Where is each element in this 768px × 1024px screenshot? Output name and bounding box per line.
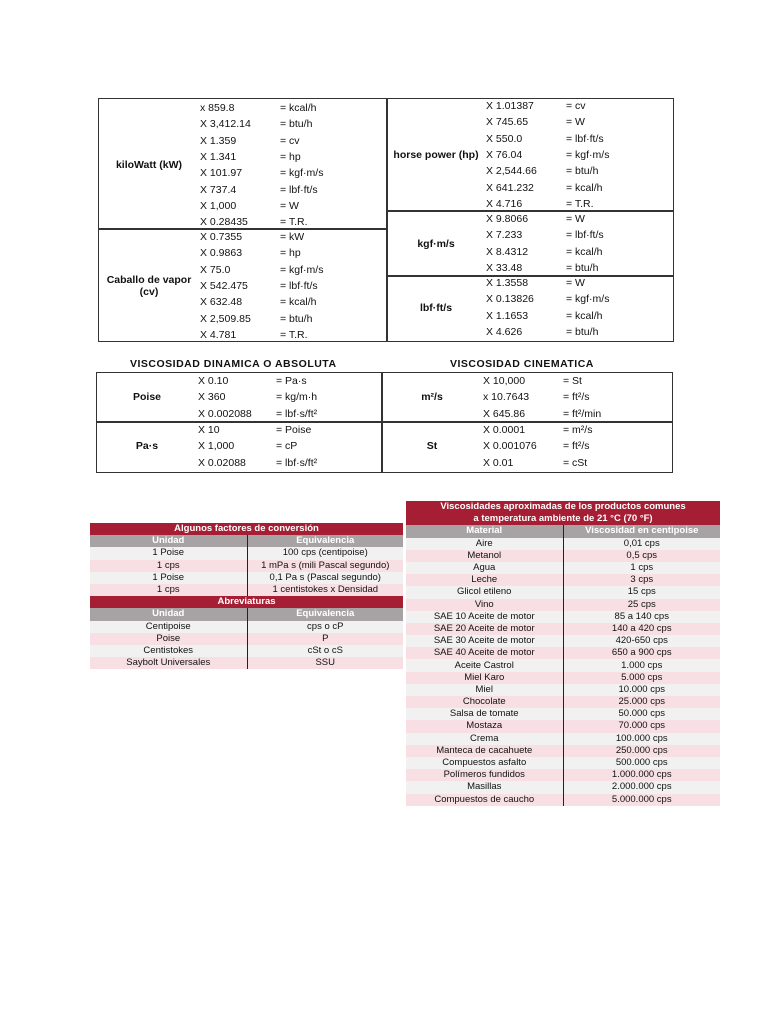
st-equivalence: = m²/s xyxy=(563,424,593,437)
factors-title: Algunos factores de conversión xyxy=(90,523,403,535)
products-row xyxy=(406,659,720,671)
products-row xyxy=(406,794,720,806)
pas-block xyxy=(98,422,380,471)
products-row xyxy=(406,769,720,781)
products-key-cell: SAE 20 Aceite de motor xyxy=(406,623,563,635)
products-value-cell: 2.000.000 cps xyxy=(563,781,720,793)
st-factor: X 0.01 xyxy=(483,456,514,469)
lbf-factor: X 1.1653 xyxy=(486,309,529,322)
hp-block xyxy=(388,98,670,212)
cv-factor: X 0.9863 xyxy=(200,247,243,260)
cv-equivalence: = kgf·m/s xyxy=(280,263,324,276)
kgf-factor: X 9.8066 xyxy=(486,213,529,226)
kilowatt-factor: x 859.8 xyxy=(200,102,235,115)
lbf-equivalence: = kcal/h xyxy=(566,309,603,322)
products-value-cell: 25.000 cps xyxy=(563,696,720,708)
products-key-cell: Salsa de tomate xyxy=(406,708,563,720)
cv-table xyxy=(100,229,383,343)
products-title-line1: Viscosidades aproximadas de los productos comunes xyxy=(406,501,720,513)
factors-value-cell: 1 mPa s (mili Pascal segundo) xyxy=(247,560,403,572)
poise-table xyxy=(98,373,378,422)
products-value-cell: 5.000 cps xyxy=(563,672,720,684)
products-key-cell: Mostaza xyxy=(406,720,563,732)
kilowatt-block xyxy=(100,100,385,230)
cv-equivalence: = lbf·ft/s xyxy=(280,280,318,293)
cv-factor: X 75.0 xyxy=(200,263,231,276)
lbf-factor: X 4.626 xyxy=(486,326,523,339)
products-row xyxy=(406,745,720,757)
hp-equivalence: = btu/h xyxy=(566,165,599,178)
lbf-table xyxy=(388,275,668,340)
products-value-cell: 100.000 cps xyxy=(563,733,720,745)
kgf-unit-label: kgf·m/s xyxy=(417,237,455,250)
abbr-key-cell: Centipoise xyxy=(90,621,247,633)
products-key-cell: Manteca de cacahuete xyxy=(406,745,563,757)
factors-header-equivalencia: Equivalencia xyxy=(247,535,403,547)
products-row xyxy=(406,562,720,574)
poise-equivalence: = kg/m·h xyxy=(276,391,318,404)
poise-equivalence: = lbf·s/ft² xyxy=(276,407,318,420)
products-key-cell: Crema xyxy=(406,733,563,745)
m2s-equivalence: = ft²/min xyxy=(563,407,602,420)
factors-value-cell: 0,1 Pa s (Pascal segundo) xyxy=(247,572,403,584)
st-factor: X 0.0001 xyxy=(483,424,526,437)
kilowatt-equivalence: = kcal/h xyxy=(280,102,317,115)
factors-key-cell: 1 cps xyxy=(90,560,247,572)
poise-factor: X 0.10 xyxy=(198,375,229,388)
products-row xyxy=(406,635,720,647)
st-equivalence: = ft²/s xyxy=(563,440,590,453)
factors-header-unidad: Unidad xyxy=(90,535,247,547)
poise-unit-label: Poise xyxy=(132,391,161,404)
products-key-cell: Miel xyxy=(406,684,563,696)
hp-unit-label: horse power (hp) xyxy=(393,149,479,162)
hp-equivalence: = cv xyxy=(566,100,586,113)
products-row xyxy=(406,672,720,684)
hp-factor: X 2,544.66 xyxy=(486,165,537,178)
cv-equivalence: = btu/h xyxy=(280,312,313,325)
products-value-cell: 140 a 420 cps xyxy=(563,623,720,635)
pas-equivalence: = lbf·s/ft² xyxy=(276,456,318,469)
factors-row xyxy=(90,560,403,572)
products-value-cell: 0,01 cps xyxy=(563,538,720,550)
st-block xyxy=(383,422,669,471)
products-row xyxy=(406,720,720,732)
kilowatt-table xyxy=(100,100,383,230)
products-header-material: Material xyxy=(406,525,563,537)
poise-row xyxy=(98,373,378,389)
kilowatt-equivalence: = lbf·ft/s xyxy=(280,183,318,196)
cv-equivalence: = T.R. xyxy=(280,328,308,341)
products-table-block xyxy=(406,501,720,806)
poise-block xyxy=(98,373,380,422)
m2s-row xyxy=(383,373,667,389)
products-key-cell: Polímeros fundidos xyxy=(406,769,563,781)
kilowatt-equivalence: = W xyxy=(280,199,299,212)
products-title-line2: a temperatura ambiente de 21 °C (70 °F) xyxy=(406,513,720,525)
pas-table xyxy=(98,422,378,471)
factors-value-cell: 1 centistokes x Densidad xyxy=(247,584,403,596)
kgf-equivalence: = lbf·ft/s xyxy=(566,229,604,242)
cv-block xyxy=(100,229,385,343)
products-value-cell: 25 cps xyxy=(563,599,720,611)
m2s-table xyxy=(383,373,667,422)
cv-equivalence: = hp xyxy=(280,247,301,260)
products-key-cell: Leche xyxy=(406,574,563,586)
abbr-value-cell: cps o cP xyxy=(247,621,403,633)
hp-factor: X 745.65 xyxy=(486,116,529,129)
kilowatt-factor: X 737.4 xyxy=(200,183,237,196)
products-row xyxy=(406,623,720,635)
m2s-factor: X 645.86 xyxy=(483,407,526,420)
products-key-cell: Chocolate xyxy=(406,696,563,708)
hp-equivalence: = kcal/h xyxy=(566,181,603,194)
lbf-equivalence: = W xyxy=(566,277,585,290)
products-key-cell: SAE 30 Aceite de motor xyxy=(406,635,563,647)
kilowatt-factor: X 1,000 xyxy=(200,199,237,212)
abbr-row xyxy=(90,621,403,633)
kgf-factor: X 8.4312 xyxy=(486,245,529,258)
pas-factor: X 10 xyxy=(198,424,220,437)
cv-factor: X 4.781 xyxy=(200,328,237,341)
products-key-cell: Miel Karo xyxy=(406,672,563,684)
kilowatt-equivalence: = btu/h xyxy=(280,118,313,131)
factors-key-cell: 1 Poise xyxy=(90,572,247,584)
products-key-cell: Aceite Castrol xyxy=(406,659,563,671)
kilowatt-equivalence: = hp xyxy=(280,151,301,164)
hp-equivalence: = W xyxy=(566,116,585,129)
hp-factor: X 1.01387 xyxy=(486,100,534,113)
kgf-block xyxy=(388,211,670,276)
abbr-header-unidad: Unidad xyxy=(90,608,247,620)
st-equivalence: = cSt xyxy=(563,456,588,469)
kgf-factor: X 33.48 xyxy=(486,262,523,275)
abbr-value-cell: P xyxy=(247,633,403,645)
products-value-cell: 500.000 cps xyxy=(563,757,720,769)
lbf-equivalence: = btu/h xyxy=(566,326,599,339)
kgf-row xyxy=(388,211,668,227)
products-value-cell: 1.000 cps xyxy=(563,659,720,671)
cv-factor: X 542.475 xyxy=(200,280,248,293)
products-value-cell: 15 cps xyxy=(563,586,720,598)
dinamica-title: VISCOSIDAD DINAMICA O ABSOLUTA xyxy=(130,358,337,370)
products-key-cell: SAE 40 Aceite de motor xyxy=(406,647,563,659)
products-value-cell: 0,5 cps xyxy=(563,550,720,562)
hp-factor: X 76.04 xyxy=(486,149,523,162)
hp-equivalence: = kgf·m/s xyxy=(566,149,610,162)
products-key-cell: Vino xyxy=(406,599,563,611)
products-key-cell: SAE 10 Aceite de motor xyxy=(406,611,563,623)
products-row xyxy=(406,586,720,598)
products-value-cell: 10.000 cps xyxy=(563,684,720,696)
poise-factor: X 360 xyxy=(198,391,226,404)
cv-unit-label: Caballo de vapor (cv) xyxy=(106,274,192,299)
products-key-cell: Aire xyxy=(406,538,563,550)
st-unit-label: St xyxy=(426,440,438,453)
hp-equivalence: = T.R. xyxy=(566,197,594,210)
products-key-cell: Agua xyxy=(406,562,563,574)
st-table xyxy=(383,422,667,471)
products-row xyxy=(406,781,720,793)
abbr-header-equivalencia: Equivalencia xyxy=(247,608,403,620)
products-header-viscosity: Viscosidad en centipoise xyxy=(563,525,720,537)
factors-table-block xyxy=(90,523,403,669)
st-row xyxy=(383,422,667,438)
hp-table xyxy=(388,98,668,212)
lbf-row xyxy=(388,275,668,291)
products-value-cell: 5.000.000 cps xyxy=(563,794,720,806)
pas-unit-label: Pa·s xyxy=(135,440,159,453)
products-row xyxy=(406,599,720,611)
kilowatt-factor: X 1.341 xyxy=(200,151,237,164)
products-value-cell: 420-650 cps xyxy=(563,635,720,647)
lbf-unit-label: lbf·ft/s xyxy=(419,301,453,314)
m2s-equivalence: = St xyxy=(563,375,582,388)
factors-table xyxy=(90,523,403,669)
products-value-cell: 3 cps xyxy=(563,574,720,586)
abbr-value-cell: cSt o cS xyxy=(247,645,403,657)
m2s-factor: x 10.7643 xyxy=(483,391,530,404)
factors-row xyxy=(90,584,403,596)
kilowatt-factor: X 1.359 xyxy=(200,134,237,147)
products-row xyxy=(406,574,720,586)
abbr-title: Abreviaturas xyxy=(90,596,403,608)
pas-equivalence: = cP xyxy=(276,440,298,453)
hp-factor: X 4.716 xyxy=(486,197,523,210)
cv-row xyxy=(100,229,383,245)
products-row xyxy=(406,647,720,659)
poise-equivalence: = Pa·s xyxy=(276,375,307,388)
products-value-cell: 50.000 cps xyxy=(563,708,720,720)
hp-equivalence: = lbf·ft/s xyxy=(566,132,604,145)
kilowatt-equivalence: = T.R. xyxy=(280,216,308,229)
products-row xyxy=(406,696,720,708)
factors-row xyxy=(90,547,403,559)
products-value-cell: 1.000.000 cps xyxy=(563,769,720,781)
products-value-cell: 70.000 cps xyxy=(563,720,720,732)
kilowatt-equivalence: = kgf·m/s xyxy=(280,167,324,180)
products-row xyxy=(406,550,720,562)
poise-factor: X 0.002088 xyxy=(198,407,252,420)
m2s-unit-label: m²/s xyxy=(421,391,443,404)
products-value-cell: 650 a 900 cps xyxy=(563,647,720,659)
kilowatt-factor: X 3,412.14 xyxy=(200,118,251,131)
factors-value-cell: 100 cps (centipoise) xyxy=(247,547,403,559)
products-value-cell: 85 a 140 cps xyxy=(563,611,720,623)
cinematica-title: VISCOSIDAD CINEMATICA xyxy=(450,358,594,370)
cv-factor: X 0.7355 xyxy=(200,231,243,244)
kilowatt-equivalence: = cv xyxy=(280,134,300,147)
m2s-block xyxy=(383,373,669,422)
kgf-equivalence: = btu/h xyxy=(566,262,599,275)
pas-equivalence: = Poise xyxy=(276,424,312,437)
factors-key-cell: 1 cps xyxy=(90,584,247,596)
products-value-cell: 250.000 cps xyxy=(563,745,720,757)
products-row xyxy=(406,684,720,696)
products-row xyxy=(406,538,720,550)
kilowatt-unit-label: kiloWatt (kW) xyxy=(115,159,183,172)
kilowatt-factor: X 101.97 xyxy=(200,167,243,180)
hp-factor: X 550.0 xyxy=(486,132,523,145)
products-row xyxy=(406,708,720,720)
kgf-factor: X 7.233 xyxy=(486,229,523,242)
pas-factor: X 0.02088 xyxy=(198,456,246,469)
kilowatt-row xyxy=(100,100,383,116)
abbr-value-cell: SSU xyxy=(247,657,403,669)
products-key-cell: Metanol xyxy=(406,550,563,562)
cv-factor: X 2,509.85 xyxy=(200,312,251,325)
factors-row xyxy=(90,572,403,584)
cv-factor: X 632.48 xyxy=(200,296,243,309)
factors-key-cell: 1 Poise xyxy=(90,547,247,559)
kgf-equivalence: = W xyxy=(566,213,585,226)
products-row xyxy=(406,611,720,623)
cv-equivalence: = kcal/h xyxy=(280,296,317,309)
m2s-equivalence: = ft²/s xyxy=(563,391,590,404)
abbr-row xyxy=(90,633,403,645)
products-key-cell: Compuestos asfalto xyxy=(406,757,563,769)
cv-equivalence: = kW xyxy=(280,231,305,244)
kilowatt-factor: X 0.28435 xyxy=(200,216,248,229)
products-row xyxy=(406,757,720,769)
abbr-row xyxy=(90,645,403,657)
products-key-cell: Glicol etileno xyxy=(406,586,563,598)
hp-factor: X 641.232 xyxy=(486,181,534,194)
hp-row xyxy=(388,98,668,114)
products-row xyxy=(406,733,720,745)
lbf-equivalence: = kgf·m/s xyxy=(566,293,610,306)
abbr-key-cell: Centistokes xyxy=(90,645,247,657)
pas-row xyxy=(98,422,378,438)
products-value-cell: 1 cps xyxy=(563,562,720,574)
lbf-block xyxy=(388,275,670,340)
st-factor: X 0.001076 xyxy=(483,440,537,453)
products-key-cell: Masillas xyxy=(406,781,563,793)
kgf-table xyxy=(388,211,668,276)
abbr-row xyxy=(90,657,403,669)
products-key-cell: Compuestos de caucho xyxy=(406,794,563,806)
kgf-equivalence: = kcal/h xyxy=(566,245,603,258)
abbr-key-cell: Saybolt Universales xyxy=(90,657,247,669)
products-table xyxy=(406,501,720,806)
lbf-factor: X 0.13826 xyxy=(486,293,534,306)
pas-factor: X 1,000 xyxy=(198,440,235,453)
m2s-factor: X 10,000 xyxy=(483,375,526,388)
lbf-factor: X 1.3558 xyxy=(486,277,529,290)
abbr-key-cell: Poise xyxy=(90,633,247,645)
